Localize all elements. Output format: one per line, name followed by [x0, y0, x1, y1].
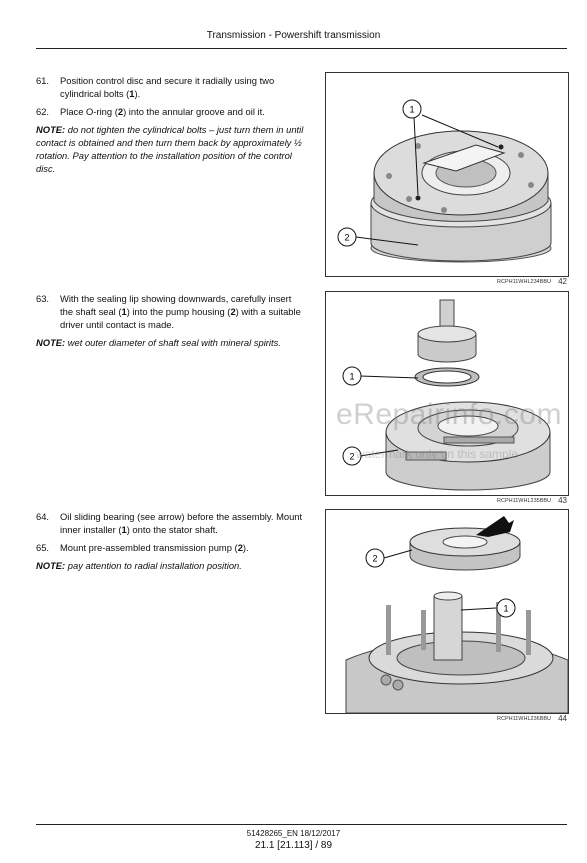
step-text: With the sealing lip showing downwards, carefully insert the shaft seal (1) into the pump housing (2) with a suitable driver until contact is made.: [60, 293, 301, 330]
step-number: 62.: [36, 106, 50, 117]
step-63: [36, 292, 304, 331]
svg-text:2: 2: [344, 232, 350, 243]
note-2: NOTE: wet outer diameter of shaft seal with mineral spirits.: [36, 337, 281, 348]
svg-text:1: 1: [409, 104, 415, 115]
figure-44-transmission-pump: [325, 509, 569, 714]
step-65: [36, 541, 304, 554]
page-header: Transmission - Powershift transmission: [206, 30, 381, 41]
figure-number: 44: [558, 714, 567, 723]
figure-42-control-disc: [325, 72, 569, 277]
step-text: Oil sliding bearing (see arrow) before the assembly. Mount inner installer (1) onto the stator shaft.: [60, 511, 303, 535]
header-rule: [36, 48, 567, 49]
step-text: Position control disc and secure it radially using two cylindrical bolts (1).: [60, 75, 275, 99]
figure-number: 42: [558, 277, 567, 286]
watermark-subtext: watermark only on this sample: [356, 447, 519, 461]
steps-group-3: [36, 510, 304, 572]
steps-group-1: [36, 74, 304, 175]
figure-43-shaft-seal: [325, 291, 569, 496]
figure-code: RCPH11WHL234BBU: [497, 279, 552, 285]
steps-group-2: [36, 292, 304, 349]
footer-page-number: 21.1 [21.113] / 89: [254, 840, 333, 851]
figure-code: RCPH11WHL236BBU: [497, 716, 552, 722]
step-61: [36, 74, 304, 100]
step-number: 61.: [36, 75, 50, 86]
step-62: [36, 105, 304, 118]
step-number: 63.: [36, 293, 50, 304]
footer-rule: [36, 824, 567, 825]
step-number: 65.: [36, 542, 50, 553]
watermark-text: eRepairinfo.com: [336, 398, 562, 431]
svg-text:2: 2: [372, 553, 378, 564]
svg-text:2: 2: [349, 451, 355, 462]
svg-text:1: 1: [349, 371, 355, 382]
step-text: Mount pre-assembled transmission pump (2).: [60, 542, 249, 553]
control-disc-illustration: [326, 73, 568, 276]
figure-code: RCPH11WHL235BBU: [497, 498, 552, 504]
step-64: [36, 510, 304, 536]
note-1: NOTE: do not tighten the cylindrical bolts – just turn them in until contact is obtained and then turn them back by approximately ½ rotation. Pay attention to the installation position of the control disc.: [36, 124, 304, 174]
transmission-pump-illustration: [326, 510, 568, 713]
step-number: 64.: [36, 511, 50, 522]
svg-text:1: 1: [503, 603, 509, 614]
shaft-seal-illustration: [326, 292, 568, 495]
step-text: Place O-ring (2) into the annular groove and oil it.: [60, 106, 265, 117]
note-3: NOTE: pay attention to radial installation position.: [36, 560, 242, 571]
figure-number: 43: [558, 496, 567, 505]
footer-doc-id: 51428265_EN 18/12/2017: [246, 829, 341, 838]
